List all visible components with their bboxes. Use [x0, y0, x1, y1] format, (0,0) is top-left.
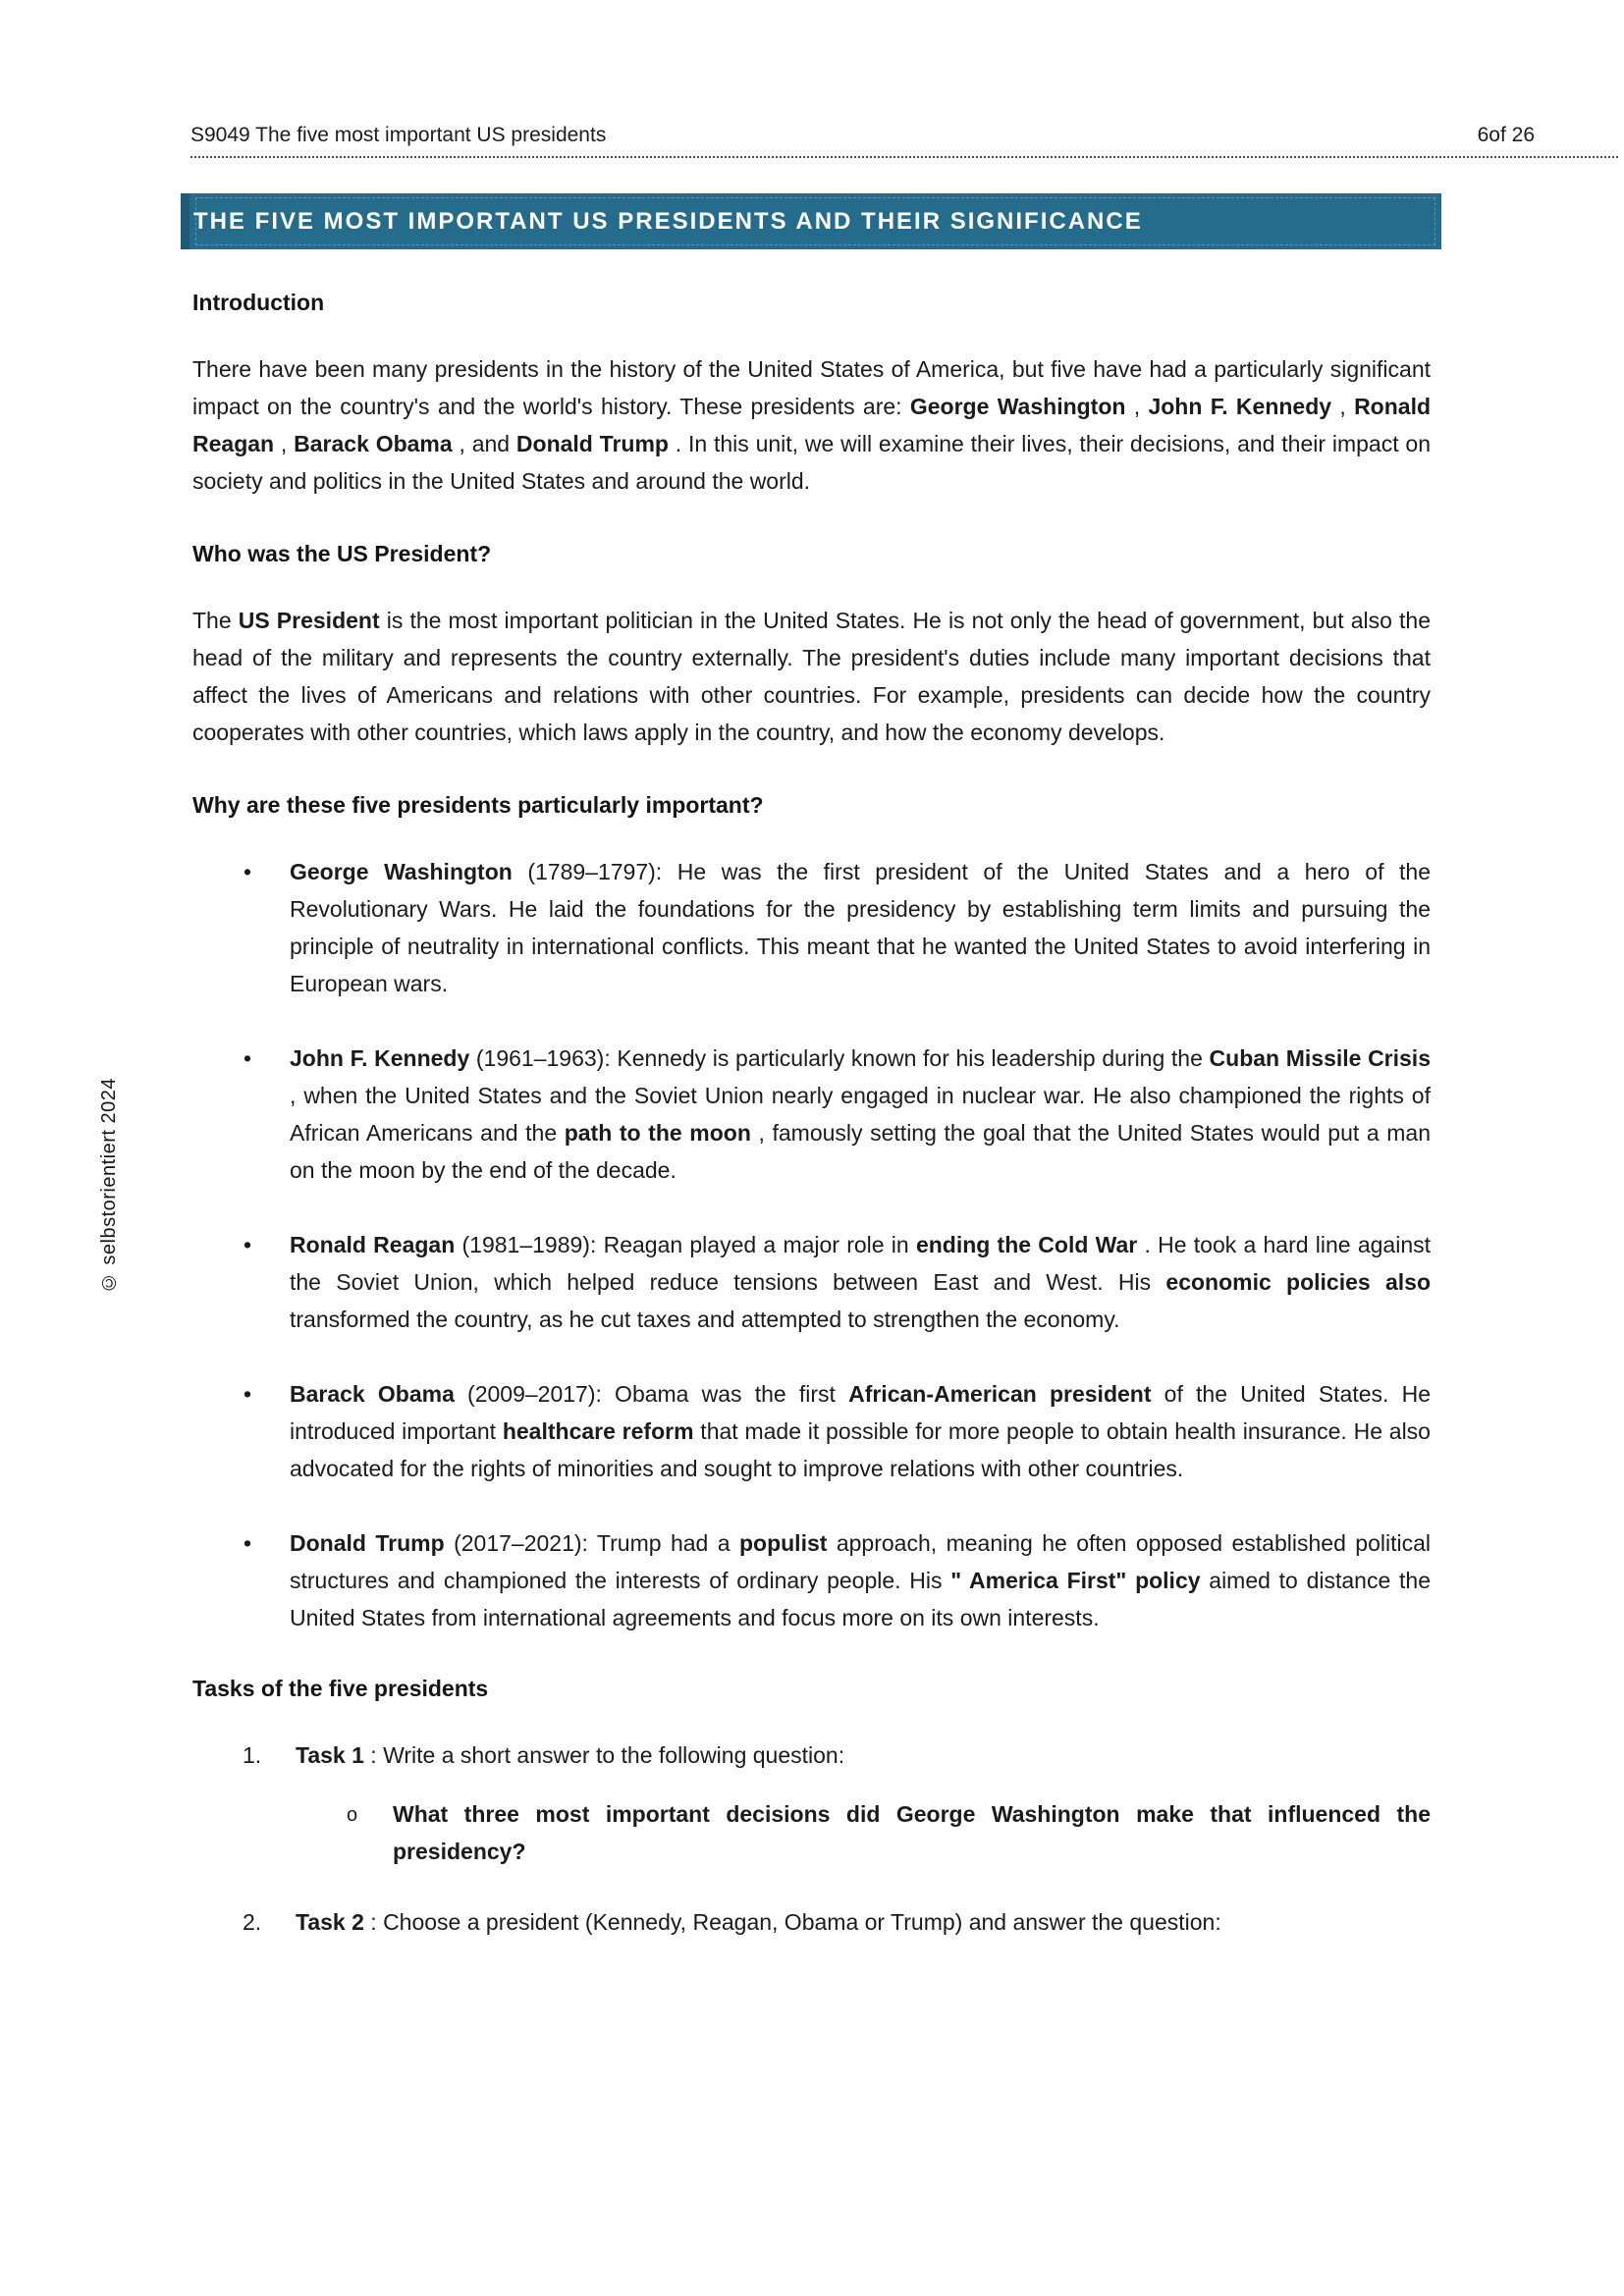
tasks-numbered-list: [192, 1736, 1431, 1941]
text-run: approach, meaning he often opposed established political structures and championed the interests of ordinary people. His: [290, 1530, 1431, 1593]
bullet-item: [192, 1524, 1431, 1636]
who-paragraph: [192, 602, 1431, 751]
section-heading-why-important: Why are these five presidents particularly important?: [192, 792, 764, 818]
section-heading-introduction: Introduction: [192, 290, 325, 315]
text-run: , when the United States and the Soviet Union nearly engaged in nuclear war. He also championed the rights of African Americans and the: [290, 1083, 1431, 1146]
text-run: ,: [1125, 394, 1149, 419]
bold-text: Donald Trump: [515, 431, 669, 456]
task-sub-question: [192, 1795, 1431, 1870]
bullet-marker: •: [244, 1045, 252, 1071]
copyright-vertical-text: © selbstorientiert 2024: [98, 1078, 120, 1294]
text-run: , and: [452, 431, 516, 456]
text-run: aimed to distance the United States from international agreements and focus more on its own interests.: [290, 1568, 1431, 1630]
bold-text: path to the moon: [564, 1120, 751, 1146]
bold-text: George Washington: [290, 859, 513, 884]
task-item: [192, 1736, 1431, 1870]
text-run: of the United States. He introduced important: [290, 1381, 1431, 1444]
bullet-marker: •: [244, 1381, 252, 1407]
text-run: ,: [274, 431, 295, 456]
task-number: 2.: [243, 1909, 262, 1935]
presidents-bullet-list: [192, 853, 1431, 1636]
task-number: 1.: [243, 1742, 262, 1768]
bold-text: George Washington: [909, 394, 1126, 419]
bold-text: John F. Kennedy: [1148, 394, 1332, 419]
text-run: The: [192, 608, 239, 633]
task-item: [192, 1903, 1431, 1941]
bold-text: Task 2: [296, 1909, 364, 1935]
text-run: that made it possible for more people to obtain health insurance. He also advocated for the rights of minorities and sought to improve relations with other countries.: [290, 1418, 1431, 1481]
running-header: [190, 124, 1618, 158]
bold-text: What three most important decisions did George Washington make that influenced the presidency?: [393, 1801, 1431, 1864]
bold-text: healthcare reform: [502, 1418, 694, 1444]
section-heading-who-was-president: Who was the US President?: [192, 541, 492, 566]
text-run: (1961–1963): Kennedy is particularly known for his leadership during the: [469, 1045, 1210, 1071]
bold-text: Cuban Missile Crisis: [1209, 1045, 1431, 1071]
sub-bullet-marker: o: [347, 1804, 358, 1826]
bullet-item: [192, 1375, 1431, 1487]
bold-text: Barack Obama: [290, 1381, 455, 1407]
text-run: transformed the country, as he cut taxes and attempted to strengthen the economy.: [290, 1307, 1120, 1332]
bold-text: African-American president: [848, 1381, 1152, 1407]
text-run: (2009–2017): Obama was the first: [454, 1381, 849, 1407]
bold-text: Donald Trump: [290, 1530, 445, 1556]
title-banner: [181, 193, 1441, 249]
document-body: [192, 275, 1431, 1974]
bold-text: " America First" policy: [950, 1568, 1201, 1593]
section-heading-tasks: Tasks of the five presidents: [192, 1676, 489, 1701]
text-run: (1981–1989): Reagan played a major role in: [455, 1232, 916, 1257]
task-text: [192, 1736, 1431, 1774]
text-run: . In this unit, we will examine their lives, their decisions, and their impact on society and politics in the United States and around the world.: [192, 431, 1431, 494]
text-run: (2017–2021): Trump had a: [444, 1530, 739, 1556]
bold-text: Barack Obama: [294, 431, 453, 456]
text-run: , famously setting the goal that the United States would put a man on the moon by the end of the decade.: [290, 1120, 1431, 1183]
text-run: . He took a hard line against the Soviet Union, which helped reduce tensions between East and West. His: [290, 1232, 1431, 1295]
page-number: 6of 26: [1477, 124, 1535, 146]
bullet-marker: •: [244, 1530, 252, 1556]
bullet-marker: •: [244, 1232, 252, 1257]
bullet-item: [192, 1040, 1431, 1189]
text-run: : Choose a president (Kennedy, Reagan, Obama or Trump) and answer the question:: [363, 1909, 1221, 1935]
text-run: is the most important politician in the United States. He is not only the head of government, but also the head of the military and represents the country externally. The president's duties include many important decisions that affect the lives of Americans and relations with other countries. For example, presidents can decide how the country cooperates with other countries, which laws apply in the country, and how the economy develops.: [192, 608, 1431, 745]
bullet-item: [192, 1226, 1431, 1338]
task-text: [192, 1903, 1431, 1941]
header-doc-title: S9049 The five most important US presidents: [190, 124, 607, 146]
text-run: ,: [1331, 394, 1355, 419]
bold-text: ending the Cold War: [915, 1232, 1138, 1257]
text-run: (1789–1797): He was the first president of the United States and a hero of the Revolutionary Wars. He laid the foundations for the presidency by establishing term limits and pursuing the principle of neutrality in international conflicts. This meant that he wanted the United States to avoid interfering in European wars.: [290, 859, 1431, 996]
introduction-paragraph: [192, 350, 1431, 500]
bold-text: economic policies also: [1165, 1269, 1431, 1295]
bold-text: John F. Kennedy: [290, 1045, 470, 1071]
bold-text: Ronald Reagan: [192, 394, 1432, 456]
bullet-item: [192, 853, 1431, 1002]
text-run: There have been many presidents in the history of the United States of America, but five have had a particularly significant impact on the country's and the world's history. These presidents are:: [192, 356, 1431, 419]
bold-text: US President: [238, 608, 380, 633]
bold-text: populist: [738, 1530, 828, 1556]
bullet-marker: •: [244, 859, 252, 884]
page-title: THE FIVE MOST IMPORTANT US PRESIDENTS AND THEIR SIGNIFICANCE: [193, 207, 1143, 235]
bold-text: Task 1: [296, 1742, 364, 1768]
text-run: : Write a short answer to the following question:: [363, 1742, 845, 1768]
bold-text: Ronald Reagan: [290, 1232, 456, 1257]
